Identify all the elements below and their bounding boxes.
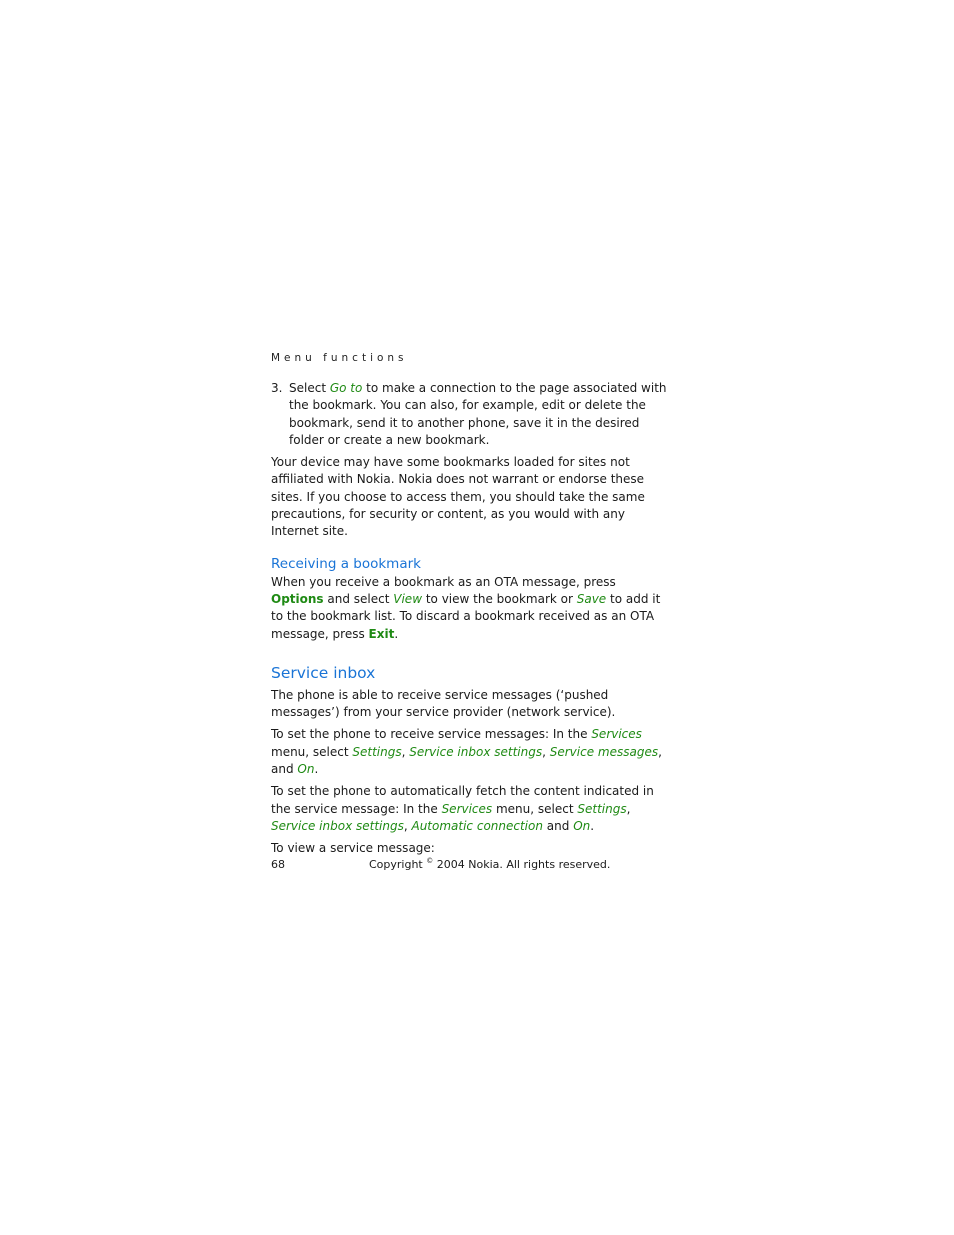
view-term: View — [393, 591, 423, 606]
page-number: 68 — [271, 858, 285, 871]
service-inbox-heading: Service inbox — [271, 663, 376, 682]
copyright-symbol: © — [426, 857, 434, 865]
view-service-message-paragraph: To view a service message: — [271, 841, 435, 856]
automatic-connection-term: Automatic connection — [411, 818, 543, 833]
on-term: On — [573, 818, 591, 833]
service-messages-term: Service messages — [549, 744, 659, 759]
settings-term: Settings — [577, 801, 627, 816]
page-content — [271, 352, 671, 863]
on-term: On — [297, 762, 315, 777]
service-messages-setting-paragraph: To set the phone to receive service messages: In the Services menu, select Settings, Service inbox settings, Service messages, and On. — [271, 727, 662, 777]
service-inbox-intro: The phone is able to receive service messages (‘pushed messages’) from your service provider (network service). — [271, 687, 616, 720]
service-inbox-settings-term: Service inbox settings — [409, 744, 543, 759]
service-inbox-settings-term: Service inbox settings — [271, 818, 404, 833]
exit-term: Exit — [368, 626, 395, 641]
copyright-notice: Copyright © 2004 Nokia. All rights reserved. — [369, 857, 611, 871]
receiving-bookmark-heading: Receiving a bookmark — [271, 555, 421, 572]
step-3: 3. Select Go to to make a connection to the page associated with the bookmark. You can also, for example, edit or delete the bookmark, send it to another phone, save it in the desired folder or create a new bookmark. — [271, 381, 667, 447]
options-term: Options — [271, 591, 324, 606]
receiving-bookmark-paragraph: When you receive a bookmark as an OTA message, press Options and select View to view the bookmark or Save to add it to the bookmark list. To discard a bookmark received as an OTA message, press Exit. — [271, 574, 661, 641]
save-term: Save — [576, 591, 607, 606]
running-head: Menu functions — [271, 352, 408, 364]
settings-term: Settings — [352, 744, 402, 759]
step-number: 3. — [271, 381, 283, 395]
services-term: Services — [441, 801, 493, 816]
go-to-term: Go to — [329, 381, 363, 395]
automatic-connection-paragraph: To set the phone to automatically fetch the content indicated in the service message: In the Services menu, select Settings, Service inbox settings, Automatic connection and On. — [271, 784, 654, 833]
disclaimer-paragraph: Your device may have some bookmarks loaded for sites not affiliated with Nokia. Nokia does not warrant or endorse these sites. If you choose to access them, you should take the same precautions, for security or content, as you would with any Internet site. — [271, 455, 645, 539]
services-term: Services — [591, 727, 642, 742]
